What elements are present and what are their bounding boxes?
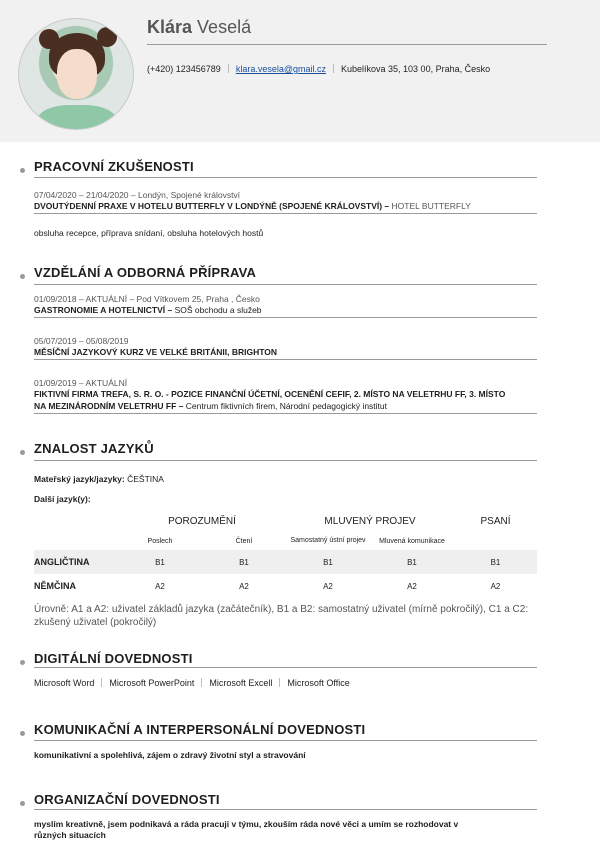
- section-title-organization: ORGANIZAČNÍ DOVEDNOSTI: [34, 792, 220, 807]
- subhead-reading: Čtení: [235, 537, 253, 545]
- other-languages-label: Další jazyk(y):: [34, 494, 91, 504]
- address: Kubelíkova 35, 103 00, Praha, Česko: [341, 64, 491, 74]
- edu-entry-title-cont: NA MEZINÁRODNÍM VELETRHU FF – Centrum fiktivních firem, Národní pedagogický institut: [34, 401, 388, 411]
- first-name: Klára: [147, 17, 193, 37]
- mother-tongue: Mateřský jazyk/jazyky: ČEŠTINA: [34, 474, 164, 484]
- edu-entry-title: FIKTIVNÍ FIRMA TREFA, S. R. O. - POZICE FINANČNÍ ÚČETNÍ, OCENĚNÍ CEFIF, 2. MÍSTO NA VELETRHU FF, 3. MÍSTO: [34, 389, 506, 399]
- edu-entry-meta: 01/09/2018 – AKTUÁLNÍ – Pod Vítkovem 25, Praha , Česko: [34, 294, 260, 304]
- skill-item: Microsoft Excell: [209, 678, 273, 688]
- subhead-production: Samostatný ústní projev: [290, 537, 366, 544]
- work-entry-role: DVOUTÝDENNÍ PRAXE V HOTELU BUTTERFLY V LONDÝNĚ (SPOJENÉ KRÁLOVSTVÍ) – HOTEL BUTTERFLY: [34, 201, 471, 211]
- section-bullet: [20, 660, 25, 665]
- entry-divider: [34, 213, 537, 214]
- organization-text-line1: myslím kreativně, jsem podnikavá a ráda pracuji v týmu, zkouším ráda nové věci a umím se rozhodovat v: [34, 819, 459, 829]
- name-divider: [147, 44, 547, 45]
- skill-item: Microsoft Office: [287, 678, 350, 688]
- skill-item: Microsoft PowerPoint: [109, 678, 195, 688]
- section-divider: [34, 667, 537, 668]
- header-speaking: MLUVENÝ PROJEV: [324, 515, 416, 527]
- section-divider: [34, 809, 537, 810]
- work-entry-meta: 07/04/2020 – 21/04/2020 – Londýn, Spojené království: [34, 190, 241, 200]
- section-divider: [34, 740, 537, 741]
- full-name: [147, 17, 251, 38]
- section-bullet: [20, 731, 25, 736]
- edu-entry-meta: 05/07/2019 – 05/08/2019: [34, 336, 129, 346]
- section-bullet: [20, 450, 25, 455]
- entry-divider: [34, 413, 537, 414]
- entry-divider: [34, 359, 537, 360]
- communication-text: komunikativní a spolehlivá, zájem o zdravý životní styl a stravování: [34, 750, 306, 760]
- section-divider: [34, 284, 537, 285]
- language-table: [34, 510, 537, 598]
- email-link[interactable]: klara.vesela@gmail.cz: [235, 64, 326, 74]
- edu-entry-title: GASTRONOMIE A HOTELNICTVÍ – SOŠ obchodu a služeb: [34, 305, 262, 315]
- organization-text-line2: různých situacích: [34, 830, 106, 840]
- section-divider: [34, 460, 537, 461]
- header: [0, 0, 600, 142]
- section-title-digital: DIGITÁLNÍ DOVEDNOSTI: [34, 651, 193, 666]
- language-levels-note: Úrovně: A1 a A2: uživatel základů jazyka (začátečník), B1 a B2: samostatný uživatel (mírně pokročilý), C1 a C2: zkušený uživatel (pokročilý): [34, 604, 529, 628]
- section-divider: [34, 177, 537, 178]
- table-row: ANGLIČTINA B1 B1 B1 B1 B1: [34, 550, 537, 574]
- section-bullet: [20, 801, 25, 806]
- contact-info: [147, 64, 490, 74]
- profile-photo: [18, 18, 134, 130]
- work-entry-description: obsluha recepce, příprava snídaní, obsluha hotelových hostů: [34, 228, 264, 238]
- skill-item: Microsoft Word: [34, 678, 95, 688]
- section-title-work: PRACOVNÍ ZKUŠENOSTI: [34, 159, 194, 174]
- entry-divider: [34, 317, 537, 318]
- subhead-listening: Poslech: [147, 537, 173, 545]
- subhead-interaction: Mluvená komunikace: [379, 537, 445, 545]
- section-title-communication: KOMUNIKAČNÍ A INTERPERSONÁLNÍ DOVEDNOSTI: [34, 722, 366, 737]
- edu-entry-title: MĚSÍČNÍ JAZYKOVÝ KURZ VE VELKÉ BRITÁNII, BRIGHTON: [34, 347, 278, 357]
- section-bullet: [20, 274, 25, 279]
- edu-entry-meta: 01/09/2019 – AKTUÁLNÍ: [34, 378, 128, 388]
- last-name: Veselá: [197, 17, 252, 37]
- header-writing: PSANÍ: [480, 515, 511, 527]
- table-row: NĚMČINA A2 A2 A2 A2 A2: [34, 581, 501, 591]
- phone: (+420) 123456789: [147, 64, 221, 74]
- section-bullet: [20, 168, 25, 173]
- section-title-languages: ZNALOST JAZYKŮ: [34, 441, 154, 456]
- section-title-education: VZDĚLÁNÍ A ODBORNÁ PŘÍPRAVA: [34, 265, 257, 280]
- digital-skills-list: [34, 678, 350, 688]
- header-understanding: POROZUMĚNÍ: [168, 515, 236, 527]
